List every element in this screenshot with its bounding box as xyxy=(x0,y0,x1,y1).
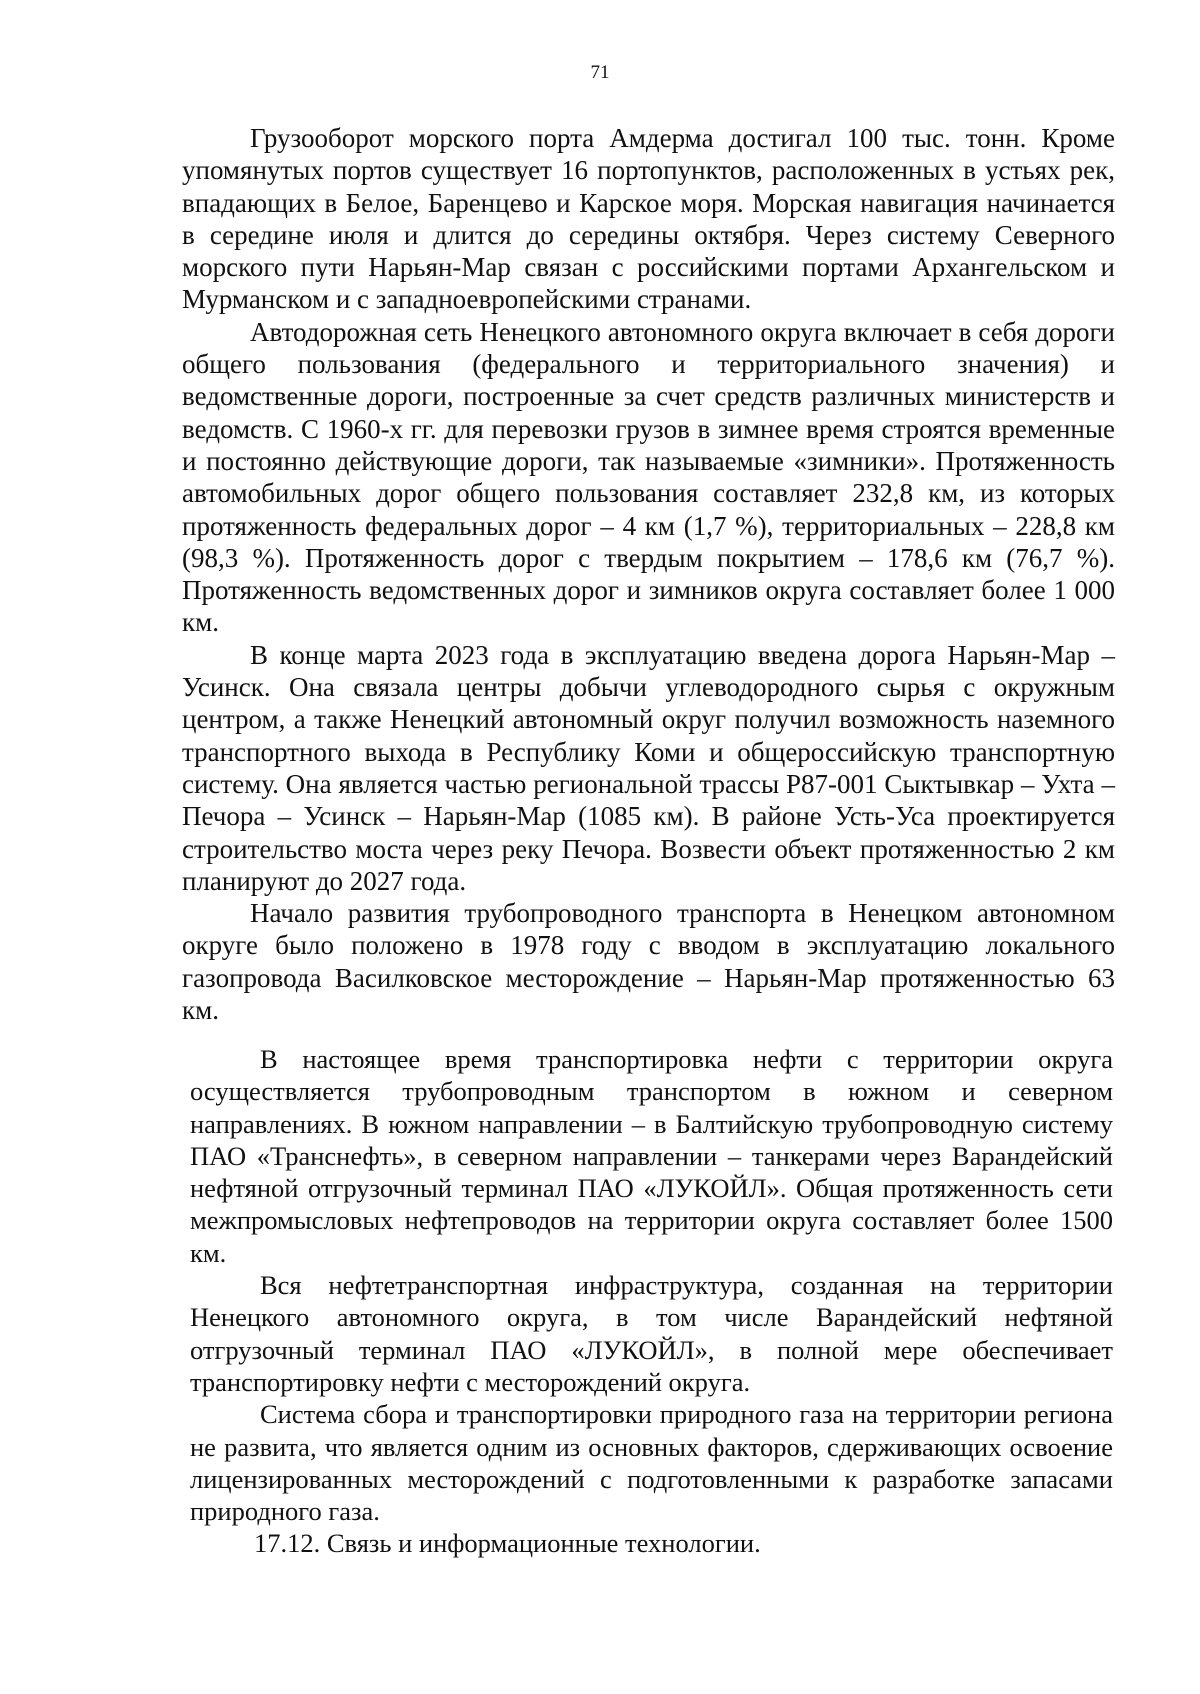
paragraph-naryan-mar-usinsk-road: В конце марта 2023 года в эксплуатацию введена дорога Нарьян-Мар – Усинск. Она связала центры добычи углеводородного сырья с окружным центром, а также Ненецкий автономный округ получил возможность наземного транспортного выхода в Республику Коми и общероссийскую транспортную систему. Она является частью региональной трассы Р87-001 Сыктывкар – Ухта – Печора – Усинск – Нарьян-Мар (1085 км). В районе Усть-Уса проектируется строительство моста через реку Печора. Возвести объект протяженностью 2 км планируют до 2027 года. xyxy=(182,639,1115,896)
body-text-upper xyxy=(182,122,1115,1026)
body-text-lower xyxy=(190,1043,1113,1560)
page-number: 71 xyxy=(590,62,610,83)
paragraph-oil-infrastructure: Вся нефтетранспортная инфраструктура, созданная на территории Ненецкого автономного округа, в том числе Варандейский нефтяной отгрузочный терминал ПАО «ЛУКОЙЛ», в полной мере обеспечивает транспортировку нефти с месторождений округа. xyxy=(190,1270,1113,1397)
paragraph-oil-transport: В настоящее время транспортировка нефти с территории округа осуществляется трубопроводным транспортом в южном и северном направлениях. В южном направлении – в Балтийскую трубопроводную систему ПАО «Транснефть», в северном направлении – танкерами через Варандейский нефтяной отгрузочный терминал ПАО «ЛУКОЙЛ». Общая протяженность сети межпромысловых нефтепроводов на территории округа составляет более 1500 км. xyxy=(190,1044,1113,1268)
paragraph-road-network: Автодорожная сеть Ненецкого автономного округа включает в себя дороги общего пользования (федерального и территориального значения) и ведомственные дороги, построенные за счет средств различных министерств и ведомств. С 1960-х гг. для перевозки грузов в зимнее время строятся временные и постоянно действующие дороги, так называемые «зимники». Протяженность автомобильных дорог общего пользования составляет 232,8 км, из которых протяженность федеральных дорог – 4 км (1,7 %), территориальных – 228,8 км (98,3 %). Протяженность дорог с твердым покрытием – 178,6 км (76,7 %). Протяженность ведомственных дорог и зимников округа составляет более 1 000 км. xyxy=(182,316,1115,638)
paragraph-gas-system: Система сбора и транспортировки природного газа на территории региона не развита, что является одним из основных факторов, сдерживающих освоение лицензированных месторождений с подготовленными к разработке запасами природного газа. xyxy=(190,1399,1113,1527)
section-heading-communications: 17.12. Связь и информационные технологии. xyxy=(254,1528,761,1559)
paragraph-port-cargo: Грузооборот морского порта Амдерма достигал 100 тыс. тонн. Кроме упомянутых портов существует 16 портопунктов, расположенных в устьях рек, впадающих в Белое, Баренцево и Карское моря. Морская навигация начинается в середине июля и длится до середины октября. Через систему Северного морского пути Нарьян-Мар связан с российскими портами Архангельском и Мурманском и с западноевропейскими странами. xyxy=(182,123,1115,315)
paragraph-pipeline-history: Начало развития трубопроводного транспорта в Ненецком автономном округе было положено в 1978 году с вводом в эксплуатацию локального газопровода Василковское месторождение – Нарьян-Мар протяженностью 63 км. xyxy=(182,898,1115,1026)
